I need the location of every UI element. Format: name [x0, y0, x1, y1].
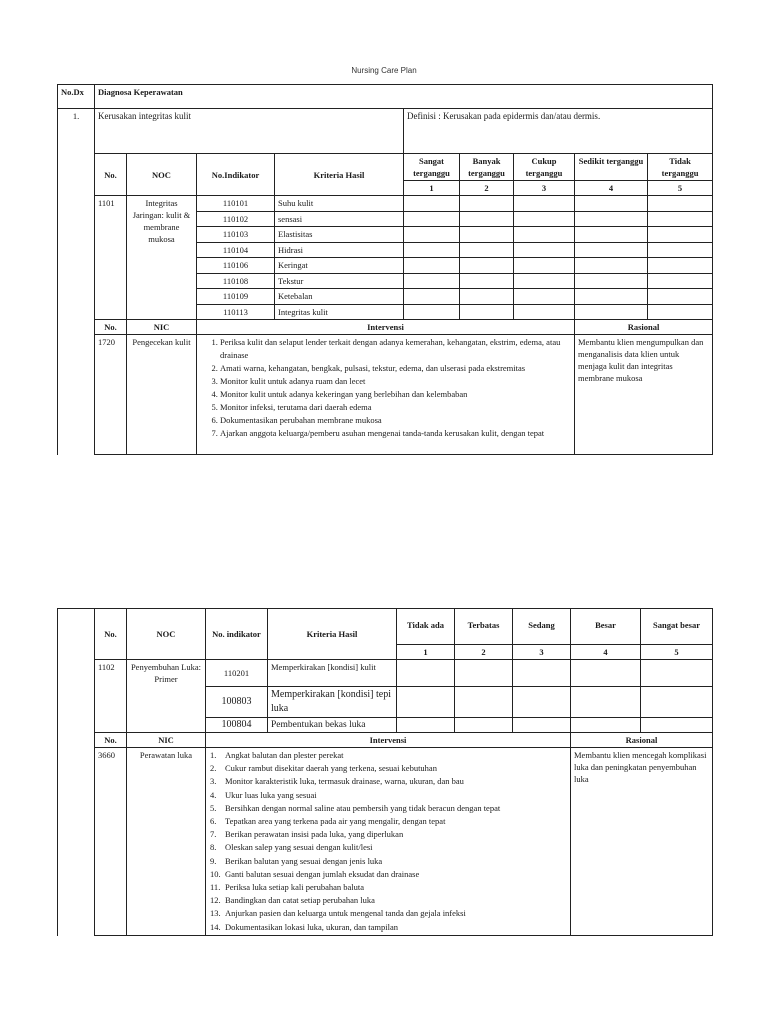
- scale-label-3: Cukup terganggu: [514, 154, 575, 181]
- intervention-item: Ganti balutan sesuai dengan jumlah eksudat dan drainase: [225, 868, 420, 879]
- noc-header-no-indikator: No. indikator: [206, 609, 268, 660]
- diagnosis-number-continued: [58, 320, 95, 455]
- nic-header-nic: NIC: [127, 733, 206, 748]
- intervention-list: [197, 335, 575, 455]
- indicator-criteria: Hidrasi: [275, 242, 404, 258]
- rating-cell[interactable]: [460, 273, 514, 289]
- care-plan-table-2: [57, 608, 713, 936]
- rating-cell[interactable]: [641, 718, 713, 733]
- intervention-item: Anjurkan pasien dan keluarga untuk mengenal tanda dan gejala infeksi: [225, 908, 466, 919]
- indicator-code: 100803: [206, 687, 268, 718]
- care-plan-table-1: [57, 84, 713, 455]
- rating-cell[interactable]: [641, 660, 713, 687]
- rating-cell[interactable]: [455, 718, 513, 733]
- intervention-item: Berikan perawatan insisi pada luka, yang diperlukan: [225, 829, 404, 840]
- indicator-code: 100804: [206, 718, 268, 733]
- intervention-item: Periksa luka setiap kali perubahan baluta: [225, 882, 365, 893]
- rating-cell[interactable]: [460, 211, 514, 227]
- rating-cell[interactable]: [404, 227, 460, 243]
- rating-cell[interactable]: [514, 242, 575, 258]
- indicator-criteria: Memperkirakan [kondisi] kulit: [268, 660, 397, 687]
- intervention-item: 7. Ajarkan anggota keluarga/pemberu asuhan mengenai tanda-tanda kerusakan kulit, dengan tepat: [220, 427, 571, 440]
- indicator-criteria: Integritas kulit: [275, 304, 404, 320]
- rating-cell[interactable]: [575, 211, 648, 227]
- intervention-item: 4. Monitor kulit untuk adanya kekeringan yang berlebihan dan kelembaban: [220, 388, 571, 401]
- nic-header-rasional: Rasional: [575, 320, 713, 335]
- scale-label-5: Sangat besar: [641, 609, 713, 645]
- rating-cell[interactable]: [513, 718, 571, 733]
- rating-cell[interactable]: [514, 258, 575, 274]
- scale-number-4: 4: [571, 645, 641, 660]
- rating-cell[interactable]: [648, 289, 713, 305]
- intervention-item: Oleskan salep yang sesuai dengan kulit/lesi: [225, 842, 373, 853]
- noc-header-no: No.: [95, 154, 127, 196]
- noc-header-noc: NOC: [127, 609, 206, 660]
- header-diagnosa: Diagnosa Keperawatan: [95, 85, 713, 109]
- rating-cell[interactable]: [460, 289, 514, 305]
- rating-cell[interactable]: [513, 660, 571, 687]
- indicator-code: 110113: [197, 304, 275, 320]
- scale-label-5: Tidak terganggu: [648, 154, 713, 181]
- nic-name: Pengecekan kulit: [127, 335, 197, 455]
- rating-cell[interactable]: [514, 304, 575, 320]
- intervention-item: Monitor karakteristik luka, termasuk drainase, warna, ukuran, dan bau: [225, 776, 464, 787]
- indicator-criteria: Pembentukan bekas luka: [268, 718, 397, 733]
- intervention-item: Cukur rambut disekitar daerah yang terkena, sesuai kebutuhan: [225, 763, 437, 774]
- intervention-item: Bersihkan dengan normal saline atau pembersih yang tidak beracun dengan tepat: [225, 802, 501, 813]
- intervention-item: Bandingkan dan catat setiap perubahan luka: [225, 895, 375, 906]
- indicator-criteria: Keringat: [275, 258, 404, 274]
- rating-cell[interactable]: [648, 211, 713, 227]
- scale-number-5: 5: [641, 645, 713, 660]
- nic-header-nic: NIC: [127, 320, 197, 335]
- rating-cell[interactable]: [571, 687, 641, 718]
- indicator-criteria: Tekstur: [275, 273, 404, 289]
- rating-cell[interactable]: [575, 258, 648, 274]
- rating-cell[interactable]: [571, 718, 641, 733]
- rating-cell[interactable]: [460, 242, 514, 258]
- rating-cell[interactable]: [397, 687, 455, 718]
- scale-number-2: 2: [455, 645, 513, 660]
- intervention-item: Tepatkan area yang terkena pada air yang mengalir, dengan tepat: [225, 816, 446, 827]
- rating-cell[interactable]: [641, 687, 713, 718]
- rating-cell[interactable]: [397, 718, 455, 733]
- rating-cell[interactable]: [404, 196, 460, 212]
- rating-cell[interactable]: [404, 273, 460, 289]
- indicator-criteria: Memperkirakan [kondisi] tepi luka: [268, 687, 397, 718]
- scale-number-1: 1: [404, 181, 460, 196]
- nic-name: Perawatan luka: [127, 748, 206, 936]
- intervention-item: Dokumentasikan lokasi luka, ukuran, dan tampilan: [225, 921, 399, 932]
- indicator-code: 110104: [197, 242, 275, 258]
- indicator-code: 110109: [197, 289, 275, 305]
- rating-cell[interactable]: [404, 258, 460, 274]
- indicator-code: 110106: [197, 258, 275, 274]
- indicator-code: 110108: [197, 273, 275, 289]
- rating-cell[interactable]: [460, 227, 514, 243]
- rating-cell[interactable]: [514, 196, 575, 212]
- rating-cell[interactable]: [575, 242, 648, 258]
- scale-label-1: Sangat terganggu: [404, 154, 460, 181]
- indicator-criteria: Ketebalan: [275, 289, 404, 305]
- rating-cell[interactable]: [648, 258, 713, 274]
- rasional-text: Membantu klien mencegah komplikasi luka dan peningkatan penyembuhan luka: [571, 748, 713, 936]
- scale-number-3: 3: [514, 181, 575, 196]
- rating-cell[interactable]: [514, 211, 575, 227]
- intervention-item: 2. Amati warna, kehangatan, bengkak, pulsasi, tekstur, edema, dan ulserasi pada ekstremitas: [220, 362, 571, 375]
- nic-code: 1720: [95, 335, 127, 455]
- rating-cell[interactable]: [648, 227, 713, 243]
- diagnosis-number: 1.: [58, 109, 95, 320]
- scale-label-4: Sedikit terganggu: [575, 154, 648, 181]
- rating-cell[interactable]: [514, 227, 575, 243]
- header-no-dx: No.Dx: [58, 85, 95, 109]
- scale-number-3: 3: [513, 645, 571, 660]
- scale-number-2: 2: [460, 181, 514, 196]
- rating-cell[interactable]: [513, 687, 571, 718]
- intervention-item: Angkat balutan dan plester perekat: [225, 750, 344, 760]
- nic-code: 3660: [95, 748, 127, 936]
- intervention-item: 5. Monitor infeksi, terutama dari daerah edema: [220, 401, 571, 414]
- rating-cell[interactable]: [404, 242, 460, 258]
- nic-header-intervensi: Intervensi: [206, 733, 571, 748]
- nic-header-intervensi: Intervensi: [197, 320, 575, 335]
- scale-number-5: 5: [648, 181, 713, 196]
- intervention-item: 3. Monitor kulit untuk adanya ruam dan lecet: [220, 375, 571, 388]
- rating-cell[interactable]: [455, 687, 513, 718]
- rating-cell[interactable]: [514, 289, 575, 305]
- document-title: Nursing Care Plan: [351, 66, 417, 75]
- noc-header-noc: NOC: [127, 154, 197, 196]
- noc-name: Penyembuhan Luka: Primer: [127, 660, 206, 733]
- noc-name: Integritas Jaringan: kulit & membrane mukosa: [127, 196, 197, 320]
- rating-cell[interactable]: [514, 273, 575, 289]
- intervention-list: [206, 748, 571, 936]
- scale-label-3: Sedang: [513, 609, 571, 645]
- noc-header-kriteria: Kriteria Hasil: [268, 609, 397, 660]
- rating-cell[interactable]: [460, 258, 514, 274]
- indicator-code: 110101: [197, 196, 275, 212]
- scale-label-2: Terbatas: [455, 609, 513, 645]
- intervention-item: 1. Periksa kulit dan selaput lender terkait dengan adanya kemerahan, kehangatan, ekstrim, edema, atau drainase: [220, 336, 571, 362]
- intervention-item: 6. Dokumentasikan perubahan membrane mukosa: [220, 414, 571, 427]
- scale-label-1: Tidak ada: [397, 609, 455, 645]
- indicator-criteria: Elastisitas: [275, 227, 404, 243]
- rating-cell[interactable]: [648, 304, 713, 320]
- rating-cell[interactable]: [648, 273, 713, 289]
- noc-header-no: No.: [95, 609, 127, 660]
- rating-cell[interactable]: [397, 660, 455, 687]
- scale-label-2: Banyak terganggu: [460, 154, 514, 181]
- nic-header-no: No.: [95, 320, 127, 335]
- rating-cell[interactable]: [648, 196, 713, 212]
- indicator-criteria: sensasi: [275, 211, 404, 227]
- rating-cell[interactable]: [575, 289, 648, 305]
- noc-header-kriteria: Kriteria Hasil: [275, 154, 404, 196]
- rating-cell[interactable]: [575, 227, 648, 243]
- rating-cell[interactable]: [460, 196, 514, 212]
- scale-label-4: Besar: [571, 609, 641, 645]
- intervention-item: Berikan balutan yang sesuai dengan jenis luka: [225, 855, 383, 866]
- blank-dx-column: [58, 609, 95, 936]
- intervention-item: Ukur luas luka yang sesuai: [225, 789, 317, 800]
- indicator-criteria: Suhu kulit: [275, 196, 404, 212]
- noc-code: 1101: [95, 196, 127, 320]
- indicator-code: 110201: [206, 660, 268, 687]
- rating-cell[interactable]: [460, 304, 514, 320]
- rasional-text: Membantu klien mengumpulkan dan menganalisis data klien untuk menjaga kulit dan integritas membrane mukosa: [575, 335, 713, 455]
- scale-number-1: 1: [397, 645, 455, 660]
- rating-cell[interactable]: [575, 304, 648, 320]
- diagnosis-name: Kerusakan integritas kulit: [95, 109, 404, 154]
- rating-cell[interactable]: [404, 211, 460, 227]
- nic-header-rasional: Rasional: [571, 733, 713, 748]
- noc-code: 1102: [95, 660, 127, 733]
- rating-cell[interactable]: [404, 304, 460, 320]
- rating-cell[interactable]: [455, 660, 513, 687]
- rating-cell[interactable]: [404, 289, 460, 305]
- rating-cell[interactable]: [575, 196, 648, 212]
- indicator-code: 110103: [197, 227, 275, 243]
- scale-number-4: 4: [575, 181, 648, 196]
- rating-cell[interactable]: [575, 273, 648, 289]
- indicator-code: 110102: [197, 211, 275, 227]
- diagnosis-definition: Definisi : Kerusakan pada epidermis dan/atau dermis.: [404, 109, 713, 154]
- noc-header-no-indikator: No.Indikator: [197, 154, 275, 196]
- rating-cell[interactable]: [648, 242, 713, 258]
- rating-cell[interactable]: [571, 660, 641, 687]
- nic-header-no: No.: [95, 733, 127, 748]
